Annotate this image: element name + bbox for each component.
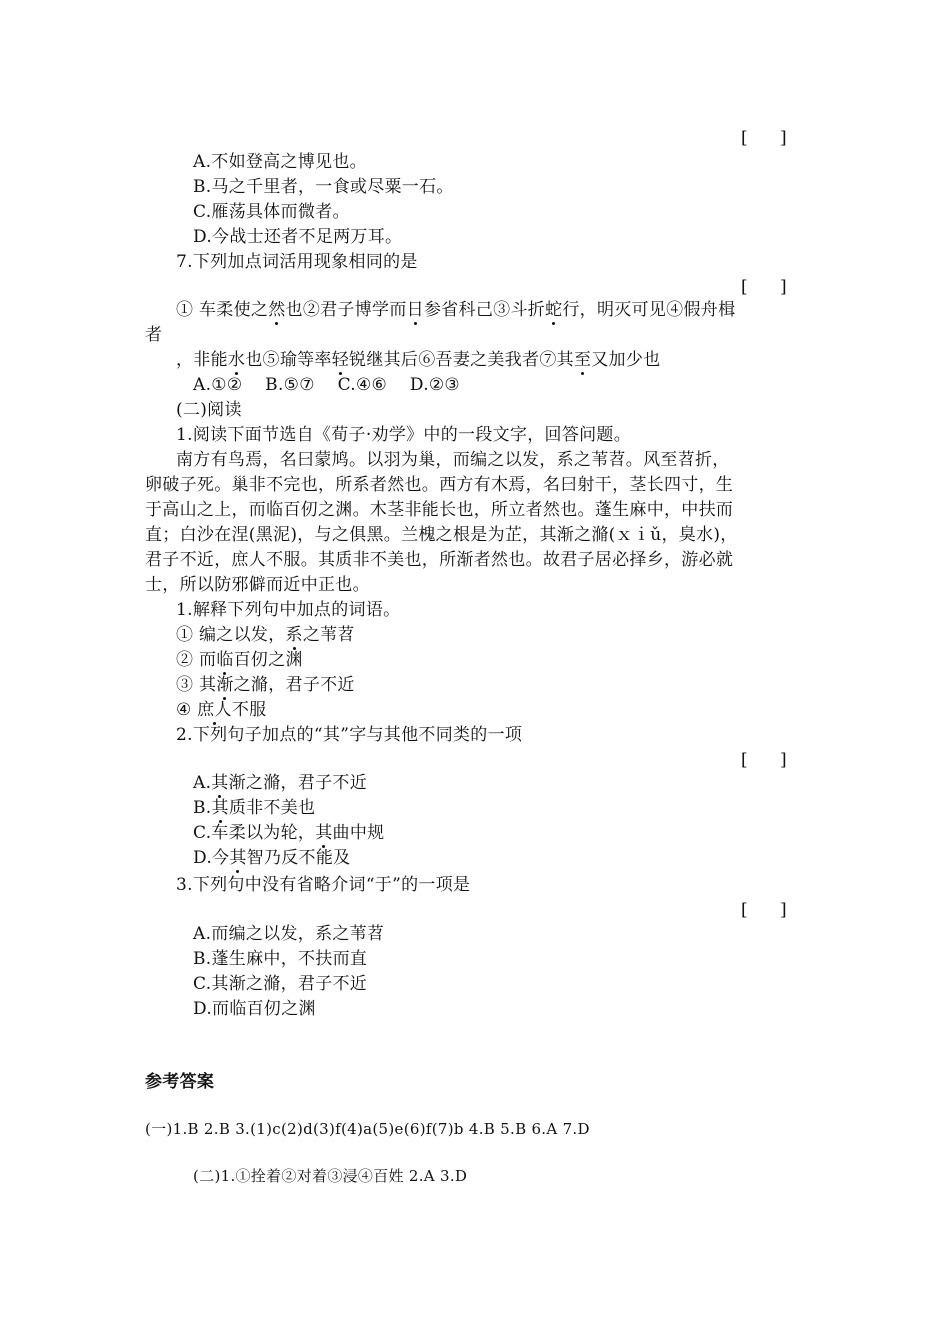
passage-line-3: 于高山之上，而临百仞之渊。木茎非能长也，所立者然也。蓬生麻中，中扶而	[145, 500, 734, 520]
passage-line-4: 直；白沙在涅(黑泥)，与之俱黑。兰槐之根是为芷，其渐之滫(ｘｉǔ，臭水)，	[145, 525, 738, 545]
sub1-item-2	[176, 649, 303, 671]
text-run: 也②君子博学而	[285, 300, 407, 320]
dotted-word: 其	[211, 798, 229, 818]
reading-intro: 1.阅读下面节选自《荀子·劝学》中的一段文字，回答问题。	[176, 425, 632, 445]
sub3-option-d: D.而临百仞之渊	[193, 999, 316, 1019]
text-run: A.	[193, 773, 212, 793]
section-title-reading: (二)阅读	[176, 400, 242, 420]
dotted-word: 然	[268, 300, 286, 320]
answers-part-2: (二)1.①拴着②对着③浸④百姓 2.A 3.D	[193, 1167, 468, 1185]
text-run: ② 而	[176, 650, 217, 670]
text-run: ④	[176, 700, 198, 720]
sub1-item-4	[176, 699, 266, 721]
dotted-word: 轻	[331, 350, 350, 370]
answer-bracket-sub3: [ ]	[741, 900, 787, 920]
answer-bracket-q6: [ ]	[741, 128, 787, 148]
dotted-word: 日	[406, 300, 424, 320]
dotted-word: 庶人	[197, 700, 232, 720]
passage-line-2: 卵破子死。巢非不完也，所系者然也。西方有木焉，名曰射干，茎长四寸，生	[145, 475, 734, 495]
dotted-word: 渐	[216, 675, 234, 695]
text-run: D.今	[193, 848, 230, 868]
text-run: 参省科己③斗折	[423, 300, 546, 320]
text-run: B.	[193, 798, 212, 818]
sub2-stem: 2.下列句子加点的“其”字与其他不同类的一项	[176, 725, 523, 745]
dotted-word: 系	[285, 625, 303, 645]
text-run: 智乃反不能及	[246, 848, 351, 868]
text-run: 行，明灭可见④假舟楫	[562, 300, 736, 320]
answers-heading: 参考答案	[145, 1072, 215, 1092]
dotted-word: 蛇	[545, 300, 563, 320]
text-run: 百仞之渊	[233, 650, 303, 670]
q6-option-b: B.马之千里者，一食或尽粟一石。	[193, 177, 454, 197]
dotted-word: 临	[216, 650, 234, 670]
answer-bracket-q7: [ ]	[741, 277, 787, 297]
sub3-option-c: C.其渐之滫，君子不近	[193, 974, 368, 994]
passage-line-1: 南方有鸟焉，名曰蒙鸠。以羽为巢，而编之以发，系之苇苕。风至苕折，	[176, 450, 730, 470]
q7-stem: 7.下列加点词活用现象相同的是	[176, 252, 418, 272]
q6-option-c: C.雁荡具体而微者。	[193, 202, 350, 222]
passage-line-5: 君子不近，庶人不服。其质非不美也，所渐者然也。故君子居必择乡，游必就	[145, 550, 734, 570]
q6-option-a: A.不如登高之博见也。	[193, 152, 367, 172]
text-run: ① 编之以发，	[176, 625, 286, 645]
text-run: ① 车柔使之	[176, 300, 269, 320]
sub3-option-b: B.蓬生麻中，不扶而直	[193, 949, 368, 969]
dotted-word: 至	[573, 350, 592, 370]
q7-sentences-wrap: 者	[145, 325, 163, 345]
sub2-option-c	[193, 822, 384, 844]
q7-sentences-line-1	[176, 299, 735, 321]
text-run: ③ 其	[176, 675, 217, 695]
sub2-option-a	[193, 772, 367, 794]
sub2-option-b	[193, 797, 315, 819]
text-run: 又加少也	[591, 350, 661, 370]
sub1-stem: 1.解释下列句中加点的词语。	[176, 600, 401, 620]
text-run: ，非能	[176, 350, 228, 370]
text-run: 之滫，君子不近	[233, 675, 355, 695]
sub1-item-1	[176, 624, 355, 646]
text-run: 质非不美也	[228, 798, 316, 818]
dotted-word: 其	[211, 773, 229, 793]
text-run: C.车柔以为轮，	[193, 823, 316, 843]
text-run: 曲中规	[332, 823, 385, 843]
dotted-word: 其	[315, 823, 333, 843]
q7-options: A.①② B.⑤⑦ C.④⑥ D.②③	[193, 375, 460, 395]
passage-line-6: 士，所以防邪僻而近中正也。	[145, 575, 370, 595]
text-run: 锐继其后⑥吾妻之美我者⑦其	[349, 350, 574, 370]
sub3-stem: 3.下列句中没有省略介词“于”的一项是	[176, 875, 471, 895]
q7-sentences-line-2	[176, 349, 660, 371]
text-run: 也⑤瑜等率	[245, 350, 332, 370]
answer-bracket-sub2: [ ]	[741, 750, 787, 770]
text-run: 之苇苕	[302, 625, 355, 645]
sub3-option-a: A.而编之以发，系之苇苕	[193, 924, 385, 944]
q6-option-d: D.今战士还者不足两万耳。	[193, 227, 403, 247]
dotted-word: 其	[229, 848, 247, 868]
answers-part-1: (一)1.B 2.B 3.(1)c(2)d(3)f(4)a(5)e(6)f(7)b 4.B 5.B 6.A 7.D	[145, 1120, 590, 1138]
sub2-option-d	[193, 847, 350, 869]
sub1-item-3	[176, 674, 355, 696]
dotted-word: 水	[227, 350, 246, 370]
text-run: 渐之滫，君子不近	[228, 773, 367, 793]
text-run: 不服	[231, 700, 267, 720]
